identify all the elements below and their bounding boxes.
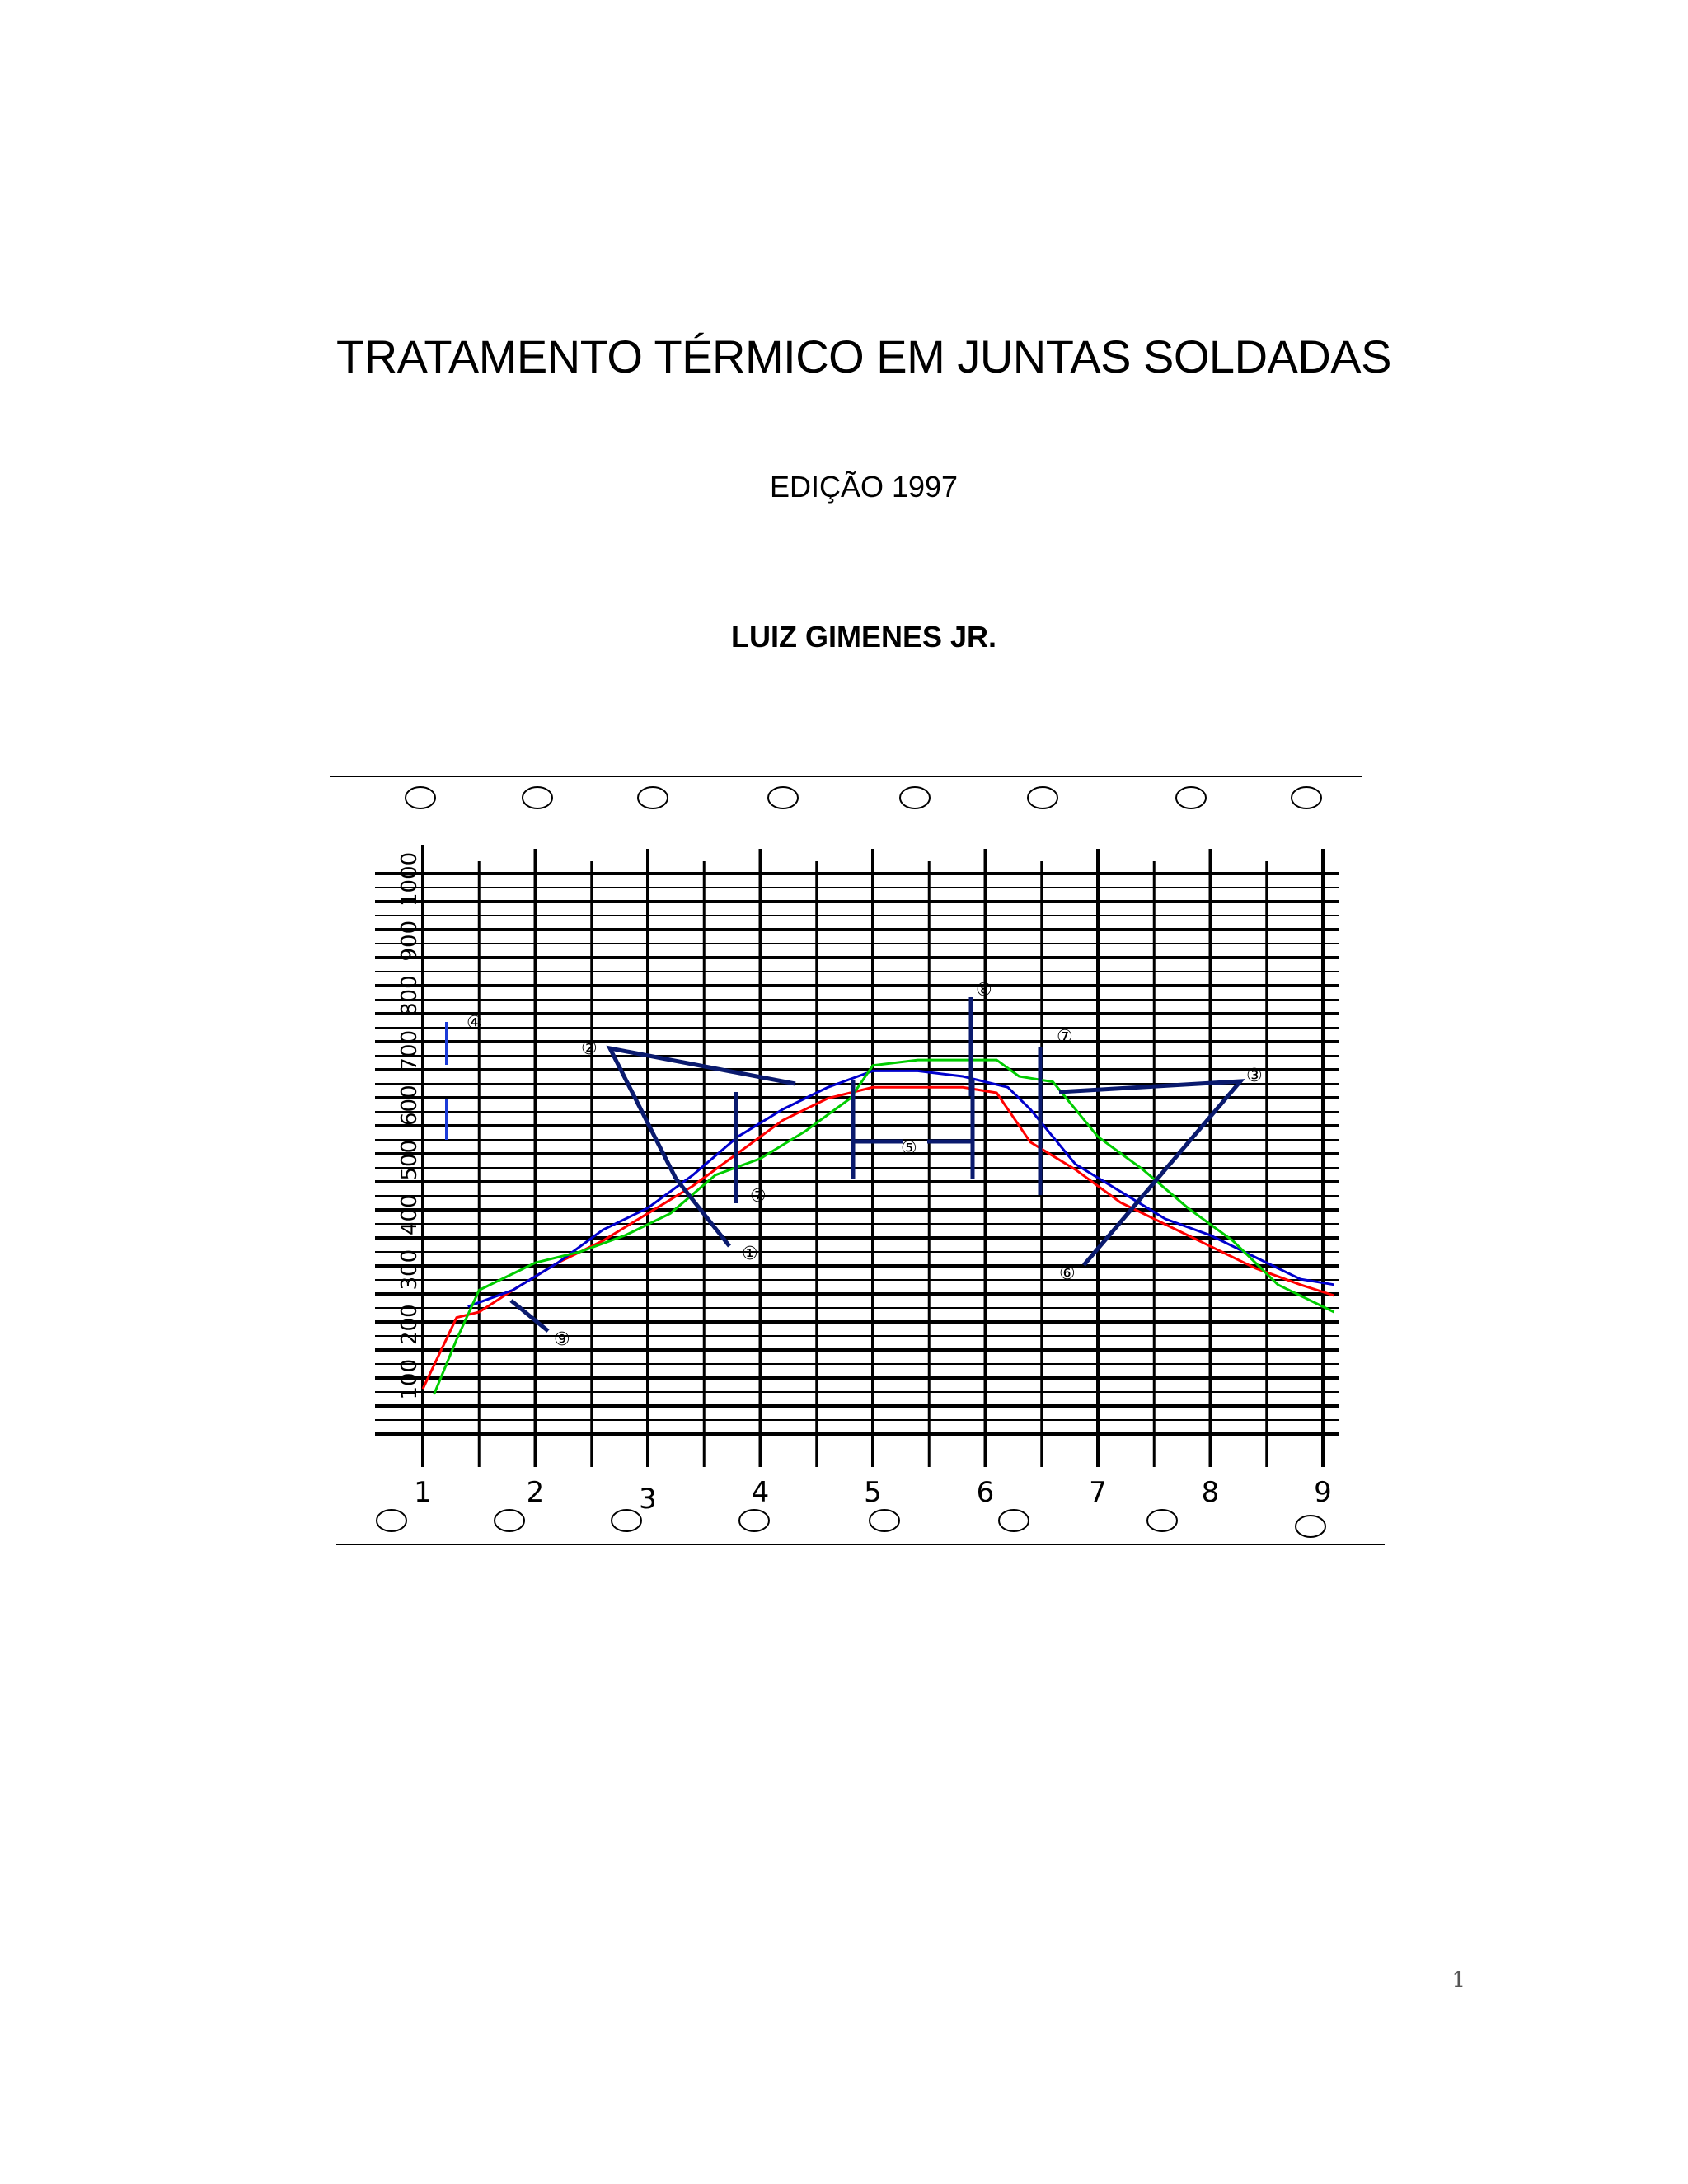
y-tick-label: 400: [397, 1194, 422, 1235]
annotation-3: ③: [1246, 1066, 1263, 1086]
x-tick-label: 5: [864, 1476, 882, 1509]
leader-2: [610, 1048, 795, 1179]
leader-9: [511, 1301, 548, 1331]
sprocket-hole: [870, 1510, 899, 1531]
author-name: LUIZ GIMENES JR.: [730, 620, 997, 654]
annotation-7a: ⑦: [750, 1186, 767, 1207]
y-tick-label: 700: [397, 1029, 422, 1071]
leader-1: [676, 1179, 729, 1246]
x-tick-label: 9: [1314, 1476, 1332, 1509]
sprocket-hole: [900, 787, 930, 808]
y-tick-label: 900: [397, 920, 422, 962]
sprocket-hole: [1028, 787, 1057, 808]
document-title: TRATAMENTO TÉRMICO EM JUNTAS SOLDADAS: [336, 330, 1391, 382]
y-tick-label: 800: [397, 975, 422, 1016]
sprocket-hole: [1292, 787, 1321, 808]
x-tick-label: 3: [639, 1483, 657, 1516]
annotation-1: ①: [742, 1244, 758, 1264]
sprocket-hole: [739, 1510, 769, 1531]
annotation-5: ⑤: [901, 1138, 917, 1159]
edition-label: EDIÇÃO 1997: [769, 470, 959, 504]
sprocket-hole: [612, 1510, 641, 1531]
y-tick-label: 1000: [397, 851, 422, 907]
annotation-8: ⑧: [976, 980, 992, 1001]
y-tick-label: 200: [397, 1304, 422, 1345]
x-tick-label: 1: [414, 1476, 432, 1509]
sprocket-hole: [1147, 1510, 1177, 1531]
y-tick-label: 300: [397, 1249, 422, 1291]
annotation-7b: ⑦: [1057, 1027, 1073, 1047]
sprocket-hole: [638, 787, 668, 808]
x-tick-labels: [414, 1476, 1332, 1516]
x-tick-label: 2: [526, 1476, 545, 1509]
sprocket-hole: [495, 1510, 524, 1531]
y-tick-label: 500: [397, 1139, 422, 1181]
annotation-6: ⑥: [1059, 1263, 1076, 1284]
sprocket-hole: [768, 787, 798, 808]
y-tick-label: 100: [397, 1358, 422, 1400]
sprocket-hole: [377, 1510, 406, 1531]
annotation-9: ⑨: [554, 1329, 570, 1350]
chart-grid: [375, 845, 1339, 1467]
y-tick-label: 600: [397, 1085, 422, 1126]
y-tick-labels: [397, 852, 422, 1400]
x-tick-label: 7: [1089, 1476, 1107, 1509]
annotation-2: ②: [581, 1038, 598, 1059]
sprocket-hole: [1176, 787, 1206, 808]
annotation-leaders: [511, 997, 1240, 1331]
x-tick-label: 8: [1201, 1476, 1220, 1509]
sprocket-hole: [999, 1510, 1029, 1531]
page-number: 1: [1451, 1968, 1465, 1993]
sprocket-hole: [406, 787, 435, 808]
annotation-4: ④: [467, 1013, 483, 1033]
series-line: [468, 1071, 1334, 1306]
x-tick-label: 6: [976, 1476, 995, 1509]
x-tick-label: 4: [751, 1476, 770, 1509]
sprocket-hole: [1296, 1516, 1325, 1537]
sprocket-hole: [523, 787, 552, 808]
